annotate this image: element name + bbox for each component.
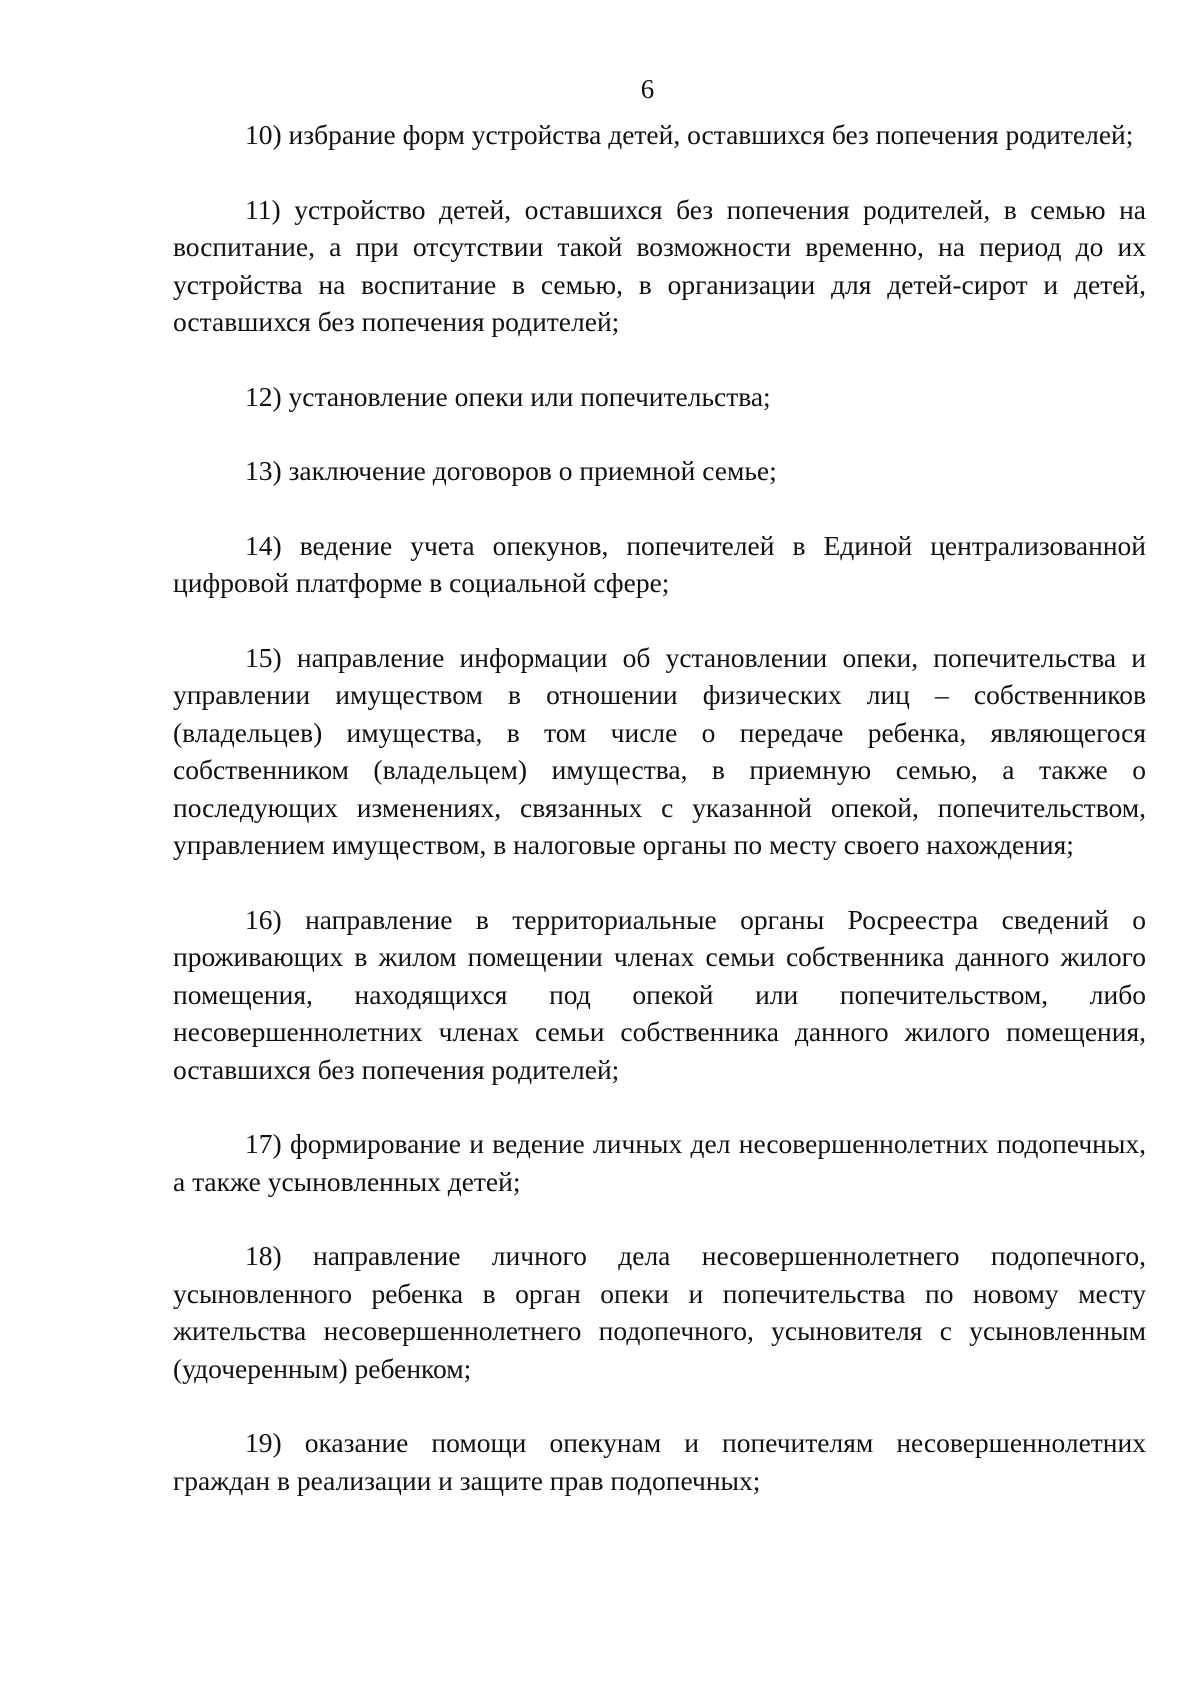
item-text: заключение договоров о приемной семье; xyxy=(288,455,777,486)
item-text: оказание помощи опекунам и попечителям несовершеннолетних граждан в реализации и защите прав подопечных; xyxy=(173,1427,1146,1496)
list-item xyxy=(173,901,1146,1089)
list-item xyxy=(173,116,1146,154)
item-text: устройство детей, оставшихся без попечения родителей, в семью на воспитание, а при отсутствии такой возможности временно, на период до их устройства на воспитание в семью, в организации для детей-сирот и детей, оставшихся без попечения родителей; xyxy=(173,193,1147,337)
item-text: ведение учета опекунов, попечителей в Единой централизованной цифровой платформе в социальной сфере; xyxy=(173,529,1146,598)
list-item xyxy=(173,1237,1146,1387)
item-text: формирование и ведение личных дел несовершеннолетних подопечных, а также усыновленных детей; xyxy=(173,1128,1147,1197)
item-number: 11) xyxy=(245,193,281,225)
list-item xyxy=(173,639,1146,864)
item-number: 12) xyxy=(245,380,282,412)
document-body xyxy=(173,116,1146,1536)
item-number: 17) xyxy=(245,1128,282,1159)
item-text: направление в территориальные органы Росреестра сведений о проживающих в жилом помещении членах семьи собственника данного жилого помещения, находящихся под опекой или попечительством, либо несовершеннолетних членах семьи собственника данного жилого помещения, оставшихся без попечения родителей; xyxy=(173,903,1146,1085)
list-item xyxy=(173,1424,1146,1499)
item-text: направление информации об установлении опеки, попечительства и управлении имуществом в отношении физических лиц – собственников (владельцев) имущества, в том числе о передаче ребенка, являющегося собственником (владельцем) имущества, в приемную семью, а также о последующих изменениях, связанных с указанной опекой, попечительством, управлением имуществом, в налоговые органы по месту своего нахождения; xyxy=(173,641,1147,860)
item-number: 15) xyxy=(245,641,282,673)
item-number: 19) xyxy=(245,1427,282,1458)
item-number: 13) xyxy=(245,455,282,486)
page-number: 6 xyxy=(640,74,655,104)
item-text: избрание форм устройства детей, оставшихся без попечения родителей; xyxy=(288,119,1134,150)
list-item xyxy=(173,1125,1146,1200)
item-text: направление личного дела несовершеннолетнего подопечного, усыновленного ребенка в орган опеки и попечительства по новому месту жительства несовершеннолетнего подопечного, усыновителя с усыновленным (удочеренным) ребенком; xyxy=(173,1240,1147,1384)
item-text: установление опеки или попечительства; xyxy=(288,380,771,412)
item-number: 14) xyxy=(245,529,282,561)
list-item xyxy=(173,527,1146,602)
item-number: 18) xyxy=(245,1240,282,1271)
item-number: 10) xyxy=(245,119,282,150)
item-number: 16) xyxy=(245,903,282,935)
list-item xyxy=(173,191,1146,341)
list-item xyxy=(173,378,1146,416)
list-item xyxy=(173,452,1146,490)
